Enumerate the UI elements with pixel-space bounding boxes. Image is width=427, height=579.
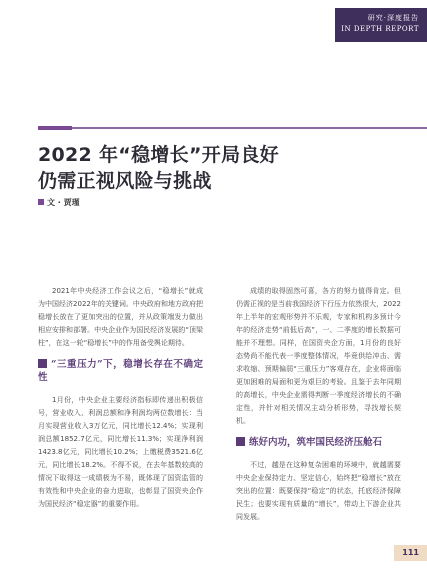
title-accent-bar [38, 126, 72, 130]
subhead-2-text: 练好内功，筑牢国民经济压舱石 [249, 437, 383, 448]
section-name-en: IN DEPTH REPORT [341, 25, 419, 33]
right-column [236, 285, 401, 524]
section-header-tab [335, 8, 427, 42]
article-title-line2: 仍需正视风险与挑战 [38, 170, 212, 192]
title-accent-line [72, 127, 427, 129]
left-paragraph-1: 2021年中央经济工作会议之后，“稳增长”就成为中国经济2022年的关键词。中央政府和地方政府把稳增长放在了更加突出的位置，并从政策端发力做出相应安排和部署。中央企业作为国民经济发展的“顶梁柱”，在这一轮“稳增长”中的作用备受舆论期待。 [38, 287, 203, 347]
section-name-cn: 研究·深度报告 [367, 14, 419, 22]
byline-square-icon [38, 199, 44, 205]
subhead-square-icon [236, 437, 245, 446]
subhead-square-icon [38, 359, 47, 368]
subhead-1 [38, 358, 203, 384]
page-number-tab [394, 545, 427, 561]
byline [38, 197, 80, 208]
byline-text: 文 · 贾瑾 [47, 198, 80, 207]
subhead-2 [236, 436, 401, 449]
left-column [38, 285, 203, 511]
article-title-line1: 2022 年“稳增长”开局良好 [38, 144, 279, 166]
left-paragraph-2: 1月份，中央企业主要经济指标即传递出积极信号，营业收入、利润总额和净利润均两位数增长：当月实现营业收入3万亿元，同比增长12.4%；实现利润总额1852.7亿元，同比增长11.3%；实现净利润1423.8亿元，同比增长10.2%；上缴税费3521.6亿元，同比增长18.2%。不得不说，在去年基数较高的情况下取得这一成绩极为不易，既体现了国资监管的有效性和中央企业的奋力进取，也彰显了国资央企作为国民经济“稳定器”的重要作用。 [38, 396, 203, 508]
article-title [38, 142, 398, 194]
page-number: 111 [402, 548, 419, 557]
right-paragraph-2: 不过，越是在这种复杂困难的环境中，就越需要中央企业保持定力、坚定信心，始终把“稳增长”放在突出的位置：既要保持“稳定”的状态，托底经济保障民生；也要实现有质量的“增长”，带动上下游企业共同发展。 [236, 461, 401, 521]
right-paragraph-1: 成绩的取得固然可喜，各方的努力值得肯定。但仍需正视的是当前我国经济下行压力依然很大，2022年上半年的宏观形势并不乐观，专家和机构多预计今年的经济走势“前低后高”，一、二季度的增长数据可能并不理想。同样，在国资央企方面，1月份的良好态势尚不能代表一季度整体情况，毕竟供给冲击、需求收缩、预期偏弱“三重压力”客观存在，企业将面临更加困难的局面和更为艰巨的考验。且鉴于去年同期的高增长，中央企业需得判断一季度经济增长的不确定性，并针对相关情况主动分析形势，寻找增长契机。 [236, 287, 401, 425]
subhead-1-text: “三重压力”下，稳增长存在不确定性 [38, 359, 203, 383]
